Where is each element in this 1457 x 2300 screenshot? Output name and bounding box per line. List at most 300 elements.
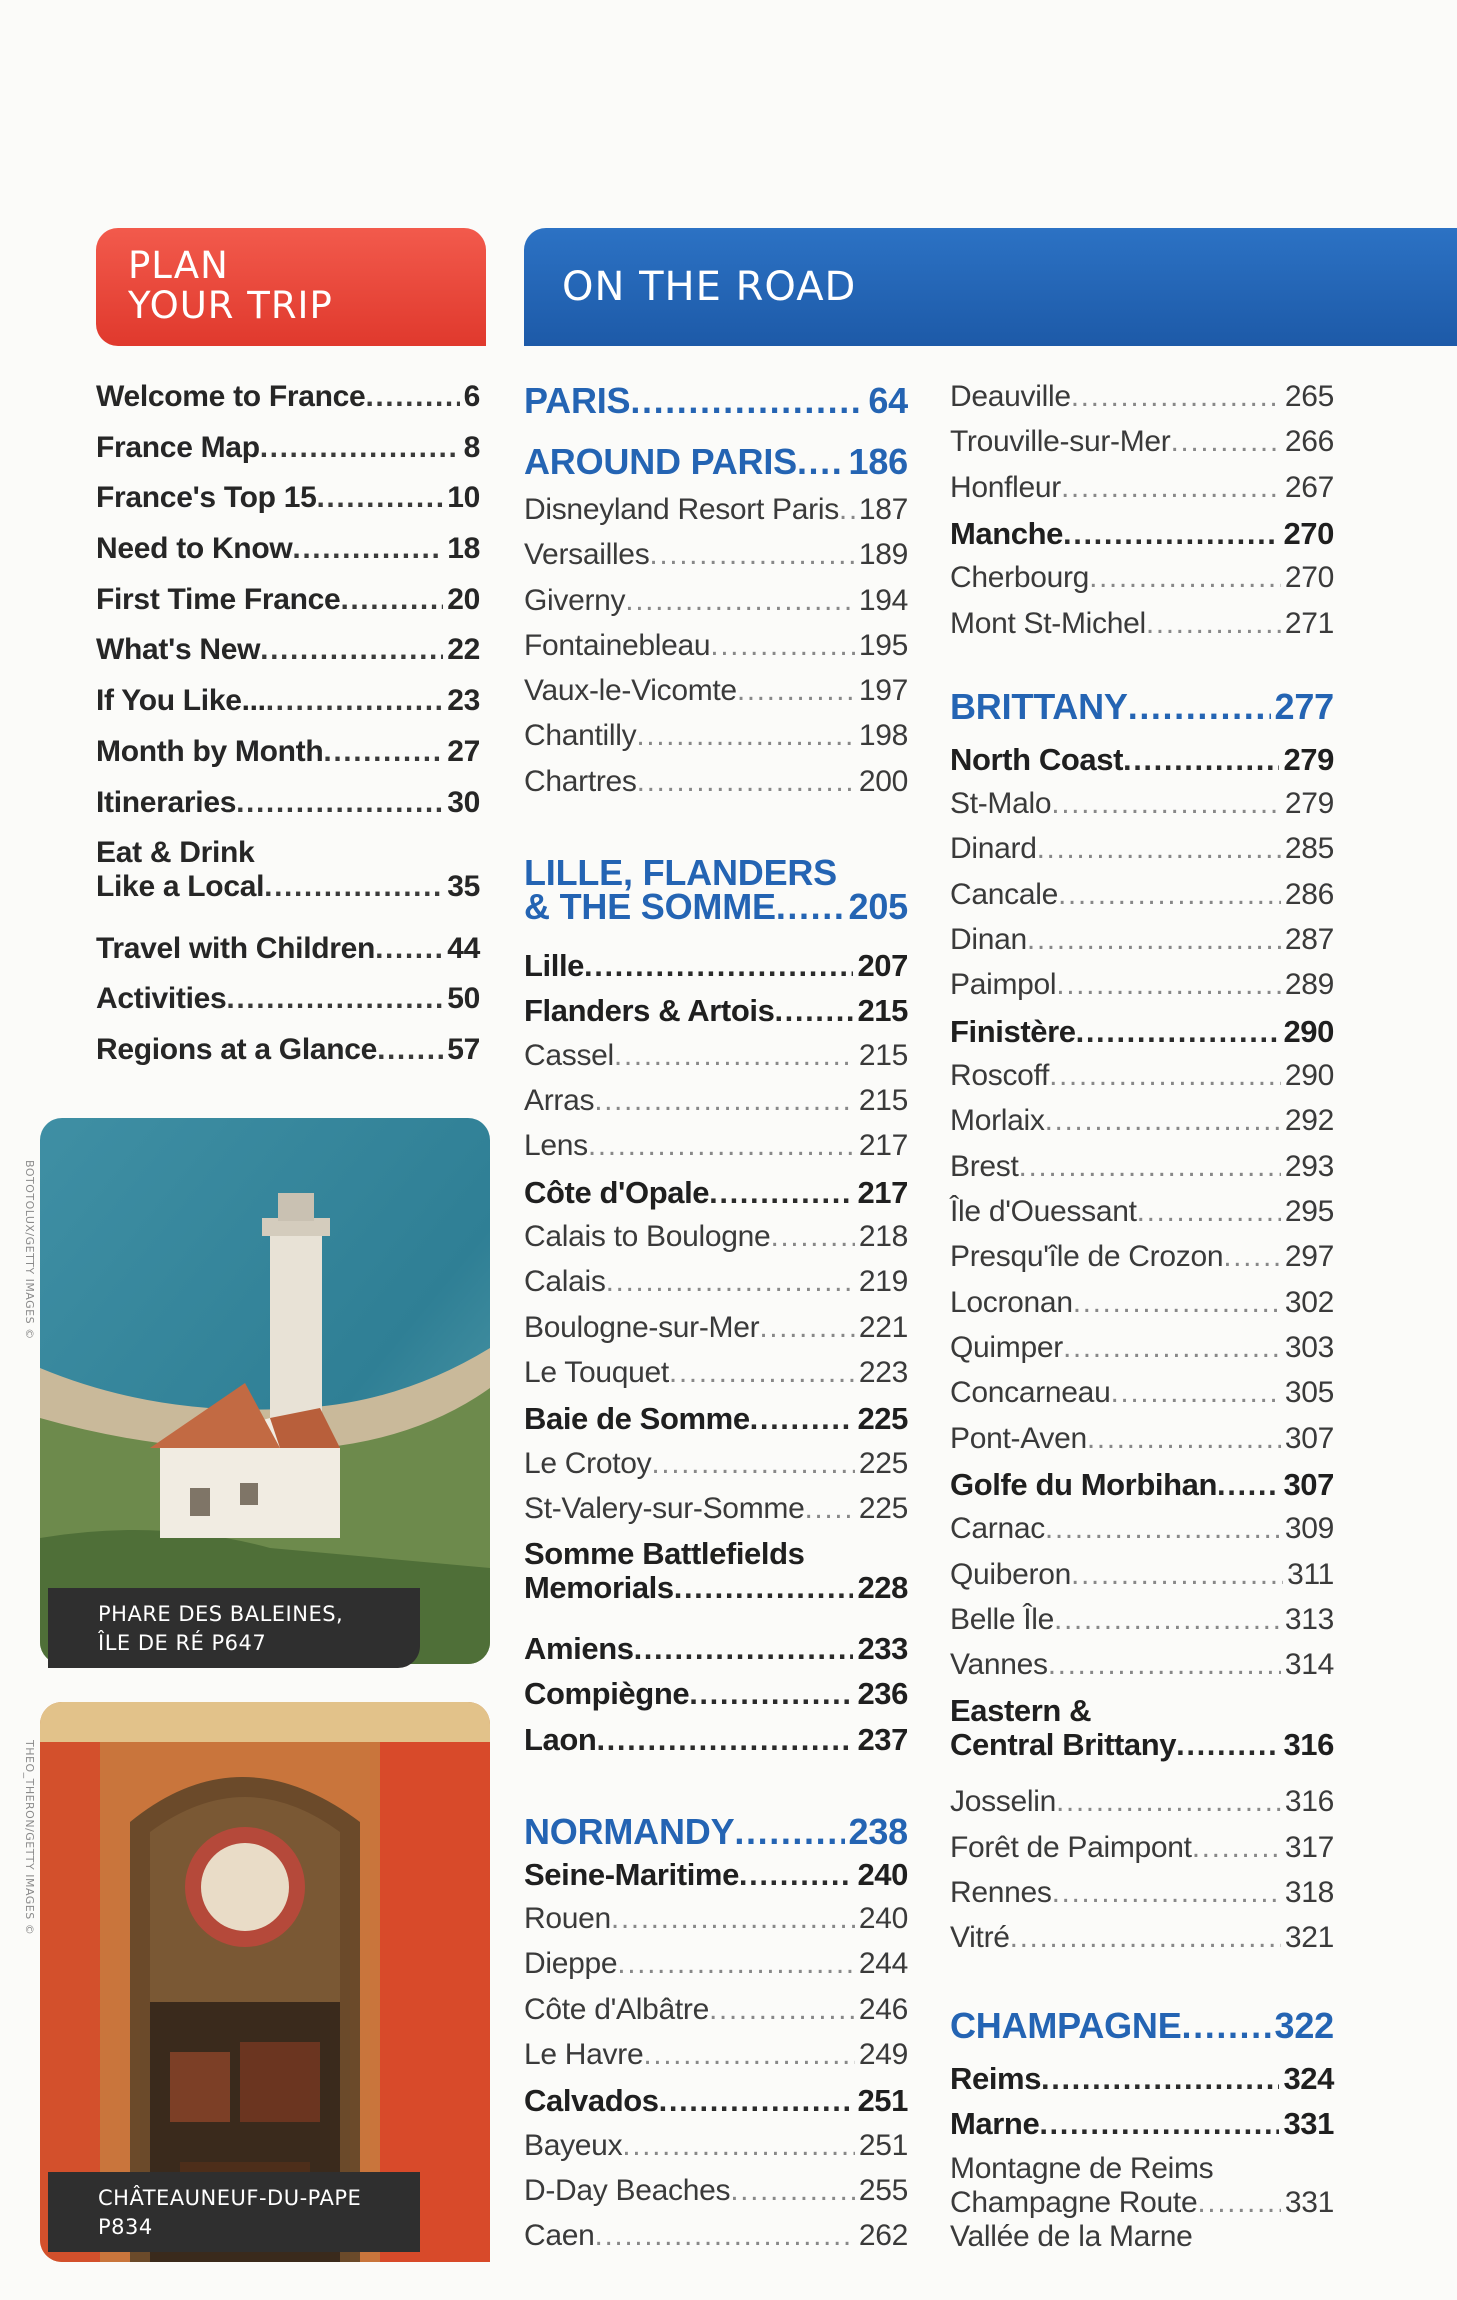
lighthouse-illustration (40, 1118, 490, 1664)
toc-entry[interactable] (524, 1401, 908, 1437)
entry-page-number: 238 (848, 1811, 908, 1852)
dot-leader (734, 1811, 844, 1853)
toc-entry[interactable] (524, 629, 908, 663)
toc-entry[interactable] (524, 1175, 908, 1211)
dot-leader (649, 538, 854, 572)
entry-title: Vallée de la Marne (950, 2220, 1193, 2253)
entry-page-number: 287 (1284, 923, 1334, 956)
entry-title: Mont St-Michel (950, 607, 1146, 640)
toc-entry[interactable] (524, 493, 908, 527)
toc-entry[interactable] (524, 584, 908, 618)
entry-page-number: 225 (857, 1401, 908, 1436)
caption-line: PHARE DES BALEINES, (98, 1602, 344, 1626)
entry-page-number: 307 (1284, 1422, 1334, 1455)
toc-entry[interactable] (950, 968, 1334, 1002)
entry-page-number: 186 (848, 441, 908, 482)
entry-page-number: 289 (1284, 968, 1334, 1001)
entry-title: Boulogne-sur-Mer (524, 1311, 760, 1344)
entry-title: Calvados (524, 2083, 659, 2118)
toc-entry[interactable] (950, 1059, 1334, 1093)
dot-leader (323, 735, 443, 769)
toc-entry[interactable] (950, 1467, 1334, 1503)
entry-page-number: 331 (1283, 2106, 1334, 2141)
entry-title: First Time France (96, 583, 341, 616)
toc-entry[interactable] (950, 380, 1334, 414)
plan-entry[interactable] (96, 786, 480, 820)
entry-title: Presqu'île de Crozon (950, 1240, 1224, 1273)
entry-page-number: 313 (1284, 1603, 1334, 1636)
toc-entry[interactable] (950, 2106, 1334, 2142)
entry-page-number: 217 (857, 1175, 908, 1210)
toc-entry[interactable] (524, 2219, 908, 2253)
entry-page-number: 221 (858, 1311, 908, 1344)
toc-entry[interactable] (524, 1129, 908, 1163)
entry-page-number: 215 (857, 993, 908, 1028)
entry-title: Pont-Aven (950, 1422, 1087, 1455)
entry-page-number: 331 (1284, 2186, 1334, 2219)
toc-entry[interactable] (950, 686, 1334, 728)
dot-leader (1146, 607, 1281, 641)
plan-entry[interactable] (96, 1033, 480, 1067)
dot-leader (1049, 1059, 1281, 1093)
dot-leader (1223, 1240, 1281, 1274)
entry-page-number: 290 (1284, 1059, 1334, 1092)
toc-entry[interactable] (950, 878, 1334, 912)
toc-entry[interactable] (524, 2083, 908, 2119)
plan-entry[interactable] (96, 982, 480, 1016)
dot-leader (594, 1084, 855, 1118)
plan-your-trip-list (96, 380, 480, 1080)
entry-title-line-2: Memorials (524, 1570, 674, 1605)
entry-page-number: 197 (858, 674, 908, 707)
toc-entry[interactable] (950, 471, 1334, 505)
toc-entry[interactable] (950, 516, 1334, 552)
dot-leader (1197, 2186, 1281, 2220)
entry-page-number: 240 (858, 1902, 908, 1935)
entry-page-number: 246 (858, 1993, 908, 2026)
dot-leader (1027, 923, 1281, 957)
entry-page-number: 35 (447, 870, 480, 903)
dot-leader (730, 2174, 855, 2208)
toc-entry[interactable] (950, 2061, 1334, 2097)
plan-entry[interactable] (96, 431, 480, 465)
toc-entry[interactable] (950, 425, 1334, 459)
entry-page-number: 27 (447, 735, 480, 768)
plan-entry[interactable] (96, 380, 480, 414)
entry-title: What's New (96, 633, 261, 666)
entry-title: Dinard (950, 832, 1037, 865)
dot-leader (659, 2083, 854, 2119)
entry-title: Paimpol (950, 968, 1057, 1001)
entry-page-number: 285 (1284, 832, 1334, 865)
plan-entry[interactable] (96, 532, 480, 566)
entry-page-number: 305 (1284, 1376, 1334, 1409)
entry-title: Calais (524, 1265, 606, 1298)
dot-leader (737, 674, 855, 708)
entry-page-number: 189 (858, 538, 908, 571)
entry-page-number: 237 (857, 1722, 908, 1757)
dot-leader (1054, 1603, 1281, 1637)
dot-leader (709, 1175, 853, 1211)
entry-title-line-2: Champagne Route (950, 2186, 1198, 2219)
entry-title: If You Like... (96, 684, 266, 717)
dot-leader (637, 765, 855, 799)
toc-entry[interactable] (950, 1104, 1334, 1138)
entry-title: Manche (950, 516, 1064, 551)
toc-entry[interactable] (524, 1722, 908, 1758)
plan-entry[interactable] (96, 481, 480, 515)
dot-leader (266, 684, 443, 718)
entry-title: D-Day Beaches (524, 2174, 731, 2207)
dot-leader (630, 380, 864, 422)
entry-title: North Coast (950, 742, 1123, 777)
dot-leader (1110, 1376, 1280, 1410)
toc-entry[interactable] (524, 1676, 908, 1712)
dot-leader (1217, 1467, 1279, 1503)
entry-title: Carnac (950, 1512, 1045, 1545)
entry-page-number: 207 (857, 948, 908, 983)
entry-title: PARIS (524, 380, 631, 421)
dot-leader (1039, 2106, 1279, 2142)
entry-page-number: 218 (858, 1220, 908, 1253)
entry-title: Rennes (950, 1876, 1052, 1909)
toc-entry[interactable] (950, 1648, 1334, 1682)
entry-page-number: 286 (1284, 878, 1334, 911)
entry-title-line-2: Central Brittany (950, 1727, 1177, 1762)
toc-entry[interactable] (950, 561, 1334, 595)
entry-page-number: 194 (858, 584, 908, 617)
dot-leader (804, 1492, 854, 1526)
toc-entry[interactable] (524, 2038, 908, 2072)
toc-entry[interactable] (950, 1785, 1334, 1819)
entry-title: Brest (950, 1150, 1019, 1183)
dot-leader (1063, 516, 1279, 552)
entry-title-line-1: Montagne de Reims (950, 2152, 1214, 2185)
toc-entry[interactable] (524, 1811, 908, 1853)
entry-title: Compiègne (524, 1676, 690, 1711)
dot-leader (1089, 561, 1281, 595)
entry-title: Lens (524, 1129, 588, 1162)
dot-leader (1037, 832, 1281, 866)
entry-title-line-2: & THE SOMME (524, 886, 776, 927)
dot-leader (595, 2219, 855, 2253)
entry-title: Welcome to France (96, 380, 366, 413)
toc-entry[interactable] (950, 1150, 1334, 1184)
entry-page-number: 270 (1283, 516, 1334, 551)
dot-leader (770, 1220, 854, 1254)
toc-entry[interactable] (524, 1220, 908, 1254)
toc-entry[interactable] (950, 1558, 1334, 1592)
entry-page-number: 6 (463, 380, 480, 413)
dot-leader (797, 441, 845, 483)
dot-leader (614, 1039, 855, 1073)
toc-entry[interactable] (524, 852, 908, 927)
entry-page-number: 292 (1284, 1104, 1334, 1137)
entry-page-number: 297 (1284, 1240, 1334, 1273)
toc-entry[interactable] (950, 1831, 1334, 1865)
dot-leader (1071, 380, 1281, 414)
plan-entry[interactable] (96, 633, 480, 667)
dot-leader (625, 584, 855, 618)
toc-entry[interactable] (950, 607, 1334, 641)
entry-title: Need to Know (96, 532, 293, 565)
toc-entry[interactable] (524, 1084, 908, 1118)
entry-title: Finistère (950, 1014, 1076, 1049)
entry-page-number: 22 (447, 633, 480, 666)
toc-entry[interactable] (524, 2174, 908, 2208)
entry-page-number: 18 (447, 532, 480, 565)
toc-entry[interactable] (950, 1014, 1334, 1050)
entry-title: Itineraries (96, 786, 237, 819)
dot-leader (774, 993, 853, 1029)
toc-entry[interactable] (524, 2129, 908, 2163)
entry-page-number: 317 (1284, 1831, 1334, 1864)
dot-leader (776, 890, 845, 924)
dot-leader (1170, 425, 1280, 459)
dot-leader (1041, 2061, 1279, 2097)
entry-title: Chartres (524, 765, 637, 798)
dot-leader (1056, 968, 1281, 1002)
entry-title: Versailles (524, 538, 650, 571)
entry-title: Forêt de Paimpont (950, 1831, 1192, 1864)
entry-title: Le Crotoy (524, 1447, 652, 1480)
dot-leader (1182, 2005, 1271, 2047)
entry-title: Calais to Boulogne (524, 1220, 771, 1253)
entry-title: NORMANDY (524, 1811, 735, 1852)
entry-page-number: 20 (447, 583, 480, 616)
dot-leader (1058, 878, 1281, 912)
dot-leader (1192, 1831, 1281, 1865)
dot-leader (1176, 1728, 1279, 1762)
entry-title: Vaux-le-Vicomte (524, 674, 737, 707)
entry-title-line-2: Like a Local (96, 870, 265, 903)
toc-entry[interactable] (524, 1356, 908, 1390)
dot-leader (709, 1993, 855, 2027)
plan-entry[interactable] (96, 735, 480, 769)
dot-leader (669, 1356, 855, 1390)
entry-page-number: 215 (858, 1084, 908, 1117)
entry-title-line-1: Eastern & (950, 1693, 1092, 1728)
toc-entry[interactable] (950, 1286, 1334, 1320)
entry-title: Golfe du Morbihan (950, 1467, 1218, 1502)
entry-title: Laon (524, 1722, 597, 1757)
dot-leader (643, 2038, 855, 2072)
toc-entry[interactable] (524, 1447, 908, 1481)
toc-entry[interactable] (524, 1265, 908, 1299)
entry-page-number: 244 (858, 1947, 908, 1980)
toc-entry[interactable] (524, 674, 908, 708)
entry-page-number: 314 (1284, 1648, 1334, 1681)
dot-leader (1073, 1286, 1281, 1320)
toc-entry[interactable] (950, 1195, 1334, 1229)
toc-entry[interactable] (524, 1857, 908, 1893)
toc-entry[interactable] (950, 1512, 1334, 1546)
entry-page-number: 223 (858, 1356, 908, 1389)
dot-leader (226, 982, 443, 1016)
dot-leader (689, 1676, 853, 1712)
entry-page-number: 251 (857, 2083, 908, 2118)
entry-page-number: 10 (447, 481, 480, 514)
entry-title: Marne (950, 2106, 1040, 2141)
toc-entry[interactable] (524, 1993, 908, 2027)
entry-title-line-1: LILLE, FLANDERS (524, 852, 837, 893)
entry-title: Vitré (950, 1921, 1010, 1954)
entry-title: Vannes (950, 1648, 1048, 1681)
toc-entry[interactable] (524, 948, 908, 984)
dot-leader (1137, 1195, 1281, 1229)
toc-entry[interactable] (950, 1331, 1334, 1365)
toc-entry[interactable] (950, 1876, 1334, 1910)
entry-page-number: 217 (858, 1129, 908, 1162)
entry-page-number: 205 (848, 886, 908, 927)
toc-entry[interactable] (950, 787, 1334, 821)
entry-page-number: 303 (1284, 1331, 1334, 1364)
toc-entry[interactable] (524, 380, 908, 422)
dot-leader (1076, 1014, 1280, 1050)
entry-title: Lille (524, 948, 585, 983)
toc-entry[interactable] (950, 742, 1334, 778)
dot-leader (1063, 1331, 1281, 1365)
entry-title: France Map (96, 431, 260, 464)
plan-header-line-1: PLAN (128, 244, 229, 287)
entry-title: Rouen (524, 1902, 611, 1935)
entry-page-number: 321 (1284, 1921, 1334, 1954)
dot-leader (710, 629, 855, 663)
entry-page-number: 262 (858, 2219, 908, 2252)
entry-page-number: 215 (858, 1039, 908, 1072)
dot-leader (375, 932, 443, 966)
toc-entry[interactable] (524, 1947, 908, 1981)
toc-entry[interactable] (524, 1902, 908, 1936)
entry-page-number: 279 (1284, 787, 1334, 820)
entry-title: Dinan (950, 923, 1027, 956)
plan-entry[interactable] (96, 932, 480, 966)
toc-entry[interactable] (524, 441, 908, 483)
toc-entry[interactable] (950, 923, 1334, 957)
dot-leader (1061, 471, 1281, 505)
entry-page-number: 8 (463, 431, 480, 464)
entry-title: Morlaix (950, 1104, 1045, 1137)
dot-leader (292, 532, 443, 566)
toc-entry[interactable] (950, 1694, 1334, 1762)
toc-entry[interactable] (524, 765, 908, 799)
photo-credit: THEO_THERON/GETTY IMAGES © (23, 1740, 36, 1936)
dot-leader (739, 1857, 854, 1893)
entry-page-number: 233 (857, 1631, 908, 1666)
dot-leader (1048, 1648, 1281, 1682)
toc-entry[interactable] (950, 1422, 1334, 1456)
toc-entry[interactable] (950, 1921, 1334, 1955)
lighthouse-photo (40, 1118, 490, 1664)
toc-entry[interactable] (524, 1492, 908, 1526)
entry-title: Quiberon (950, 1558, 1072, 1591)
plan-entry[interactable] (96, 583, 480, 617)
entry-page-number: 295 (1284, 1195, 1334, 1228)
entry-page-number: 44 (447, 932, 480, 965)
dot-leader (377, 1033, 443, 1067)
entry-title: Honfleur (950, 471, 1061, 504)
dot-leader (365, 380, 459, 414)
entry-title: St-Malo (950, 787, 1052, 820)
dot-leader (236, 786, 443, 820)
entry-title: Month by Month (96, 735, 324, 768)
on-the-road-header: ON THE ROAD (524, 228, 1457, 346)
entry-title: Deauville (950, 380, 1071, 413)
toc-entry[interactable] (524, 538, 908, 572)
entry-title: Locronan (950, 1286, 1073, 1319)
entry-title: Le Touquet (524, 1356, 669, 1389)
entry-title: Baie de Somme (524, 1401, 750, 1436)
entry-page-number: 225 (858, 1492, 908, 1525)
entry-title: CHAMPAGNE (950, 2005, 1182, 2046)
entry-title: Fontainebleau (524, 629, 711, 662)
entry-title: Île d'Ouessant (950, 1195, 1137, 1228)
plan-entry[interactable] (96, 684, 480, 718)
toc-entry[interactable] (950, 2005, 1334, 2047)
toc-entry[interactable] (524, 1537, 908, 1605)
entry-title: BRITTANY (950, 686, 1128, 727)
toc-entry[interactable] (524, 1039, 908, 1073)
entry-page-number: 219 (858, 1265, 908, 1298)
dot-leader (584, 948, 853, 984)
entry-title: Concarneau (950, 1376, 1111, 1409)
entry-page-number: 309 (1284, 1512, 1334, 1545)
entry-page-number: 311 (1287, 1558, 1334, 1591)
toc-entry[interactable] (524, 1311, 908, 1345)
toc-entry[interactable] (524, 993, 908, 1029)
entry-page-number: 302 (1284, 1286, 1334, 1319)
entry-page-number: 266 (1284, 425, 1334, 458)
dot-leader (1051, 787, 1281, 821)
entry-page-number: 198 (858, 719, 908, 752)
entry-page-number: 225 (858, 1447, 908, 1480)
dot-leader (260, 633, 443, 667)
entry-page-number: 322 (1274, 2005, 1334, 2046)
entry-page-number: 316 (1283, 1727, 1334, 1762)
on-the-road-column-middle (524, 380, 908, 2280)
entry-title: France's Top 15 (96, 481, 317, 514)
entry-title: Chantilly (524, 719, 637, 752)
plan-entry[interactable] (96, 836, 480, 904)
toc-entry[interactable] (950, 2152, 1334, 2220)
entry-title: Bayeux (524, 2129, 623, 2162)
toc-entry[interactable] (950, 1376, 1334, 1410)
toc-entry[interactable] (524, 1631, 908, 1667)
dot-leader (839, 493, 855, 527)
entry-page-number: 30 (447, 786, 480, 819)
dot-leader (1019, 1150, 1281, 1184)
entry-title: Trouville-sur-Mer (950, 425, 1171, 458)
entry-page-number: 50 (447, 982, 480, 1015)
toc-entry[interactable] (524, 719, 908, 753)
entry-page-number: 279 (1283, 742, 1334, 777)
toc-entry[interactable] (950, 1240, 1334, 1274)
dot-leader (1045, 1104, 1281, 1138)
entry-page-number: 200 (858, 765, 908, 798)
toc-entry[interactable] (950, 832, 1334, 866)
entry-page-number: 64 (868, 380, 908, 421)
entry-title: St-Valery-sur-Somme (524, 1492, 805, 1525)
entry-title: Cherbourg (950, 561, 1090, 594)
toc-entry[interactable] (950, 1603, 1334, 1637)
dot-leader (588, 1129, 855, 1163)
dot-leader (617, 1947, 855, 1981)
entry-title: Activities (96, 982, 227, 1015)
entry-page-number: 195 (858, 629, 908, 662)
entry-title: Josselin (950, 1785, 1056, 1818)
toc-entry[interactable] (950, 2220, 1334, 2254)
entry-page-number: 293 (1284, 1150, 1334, 1183)
